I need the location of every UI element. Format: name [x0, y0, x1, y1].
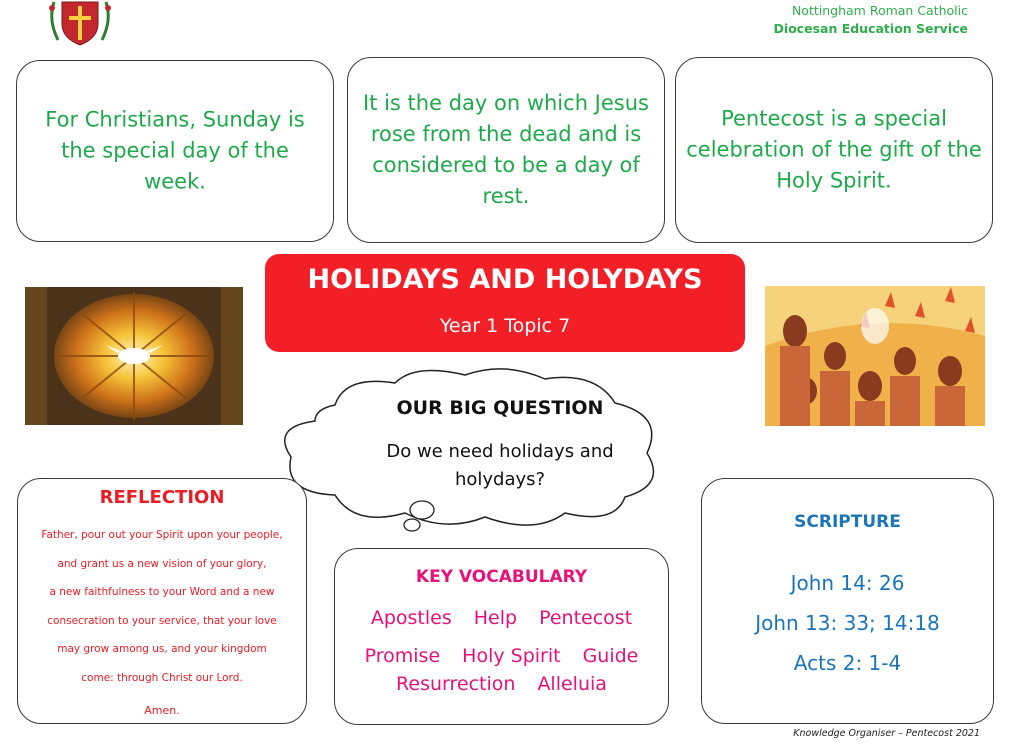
- big-question-title: OUR BIG QUESTION: [396, 397, 604, 419]
- vocabulary-card: [334, 548, 669, 725]
- holy-spirit-window-image: [25, 287, 243, 425]
- vocab-word: Alleluia: [537, 673, 607, 695]
- fact-card-text: It is the day on which Jesus rose from the dead and is considered to be a day of rest.: [363, 91, 649, 208]
- prayer-amen: Amen.: [144, 704, 180, 717]
- fact-card-text: For Christians, Sunday is the special day of the week.: [45, 107, 305, 194]
- vocabulary-title: KEY VOCABULARY: [415, 567, 588, 587]
- prayer-line: and grant us a new vision of your glory,: [57, 557, 267, 570]
- prayer-line: Father, pour out your Spirit upon your people,: [41, 529, 283, 541]
- fact-card-resurrection: [347, 57, 665, 243]
- vocabulary-row: [335, 673, 668, 695]
- vocab-word: Guide: [582, 645, 639, 667]
- vocab-word: Pentecost: [539, 607, 633, 629]
- vocabulary-row: [335, 607, 668, 629]
- prayer-line: may grow among us, and your kingdom: [57, 643, 267, 655]
- title-banner: [265, 254, 745, 352]
- vocab-word: Holy Spirit: [462, 645, 561, 667]
- pentecost-painting-image: [765, 286, 985, 426]
- vocabulary-row: [335, 645, 668, 667]
- page-subtitle: Year 1 Topic 7: [439, 315, 571, 337]
- big-question-text: Do we need holidays and holydays?: [386, 441, 614, 490]
- reflection-prayer: [18, 521, 306, 692]
- fact-card-text: Pentecost is a special celebration of the gift of the Holy Spirit.: [686, 106, 982, 193]
- vocab-word: Promise: [364, 645, 441, 667]
- prayer-line: consecration to your service, that your love: [47, 614, 277, 627]
- scripture-card: [701, 478, 994, 724]
- reflection-card: [17, 478, 307, 724]
- organisation-service: Diocesan Education Service: [773, 21, 968, 36]
- scripture-title: SCRIPTURE: [794, 512, 901, 532]
- scripture-reference: John 14: 26: [790, 571, 905, 595]
- prayer-line: a new faithfulness to your Word and a new: [49, 586, 275, 598]
- vocab-word: Help: [473, 607, 518, 629]
- reflection-title: REFLECTION: [99, 487, 225, 508]
- fact-card-pentecost: [675, 57, 993, 243]
- scripture-reference: John 13: 33; 14:18: [755, 611, 940, 635]
- prayer-line: come: through Christ our Lord.: [81, 671, 243, 684]
- vocab-word: Apostles: [370, 607, 452, 629]
- scripture-reference: Acts 2: 1-4: [793, 651, 902, 675]
- diocese-crest-logo: [40, 0, 120, 46]
- footer-caption: Knowledge Organiser – Pentecost 2021: [793, 728, 980, 739]
- page-title: HOLIDAYS AND HOLYDAYS: [307, 264, 703, 295]
- vocab-word: Resurrection: [396, 673, 516, 695]
- fact-card-sunday: [16, 60, 334, 242]
- organisation-name: Nottingham Roman Catholic: [791, 3, 968, 18]
